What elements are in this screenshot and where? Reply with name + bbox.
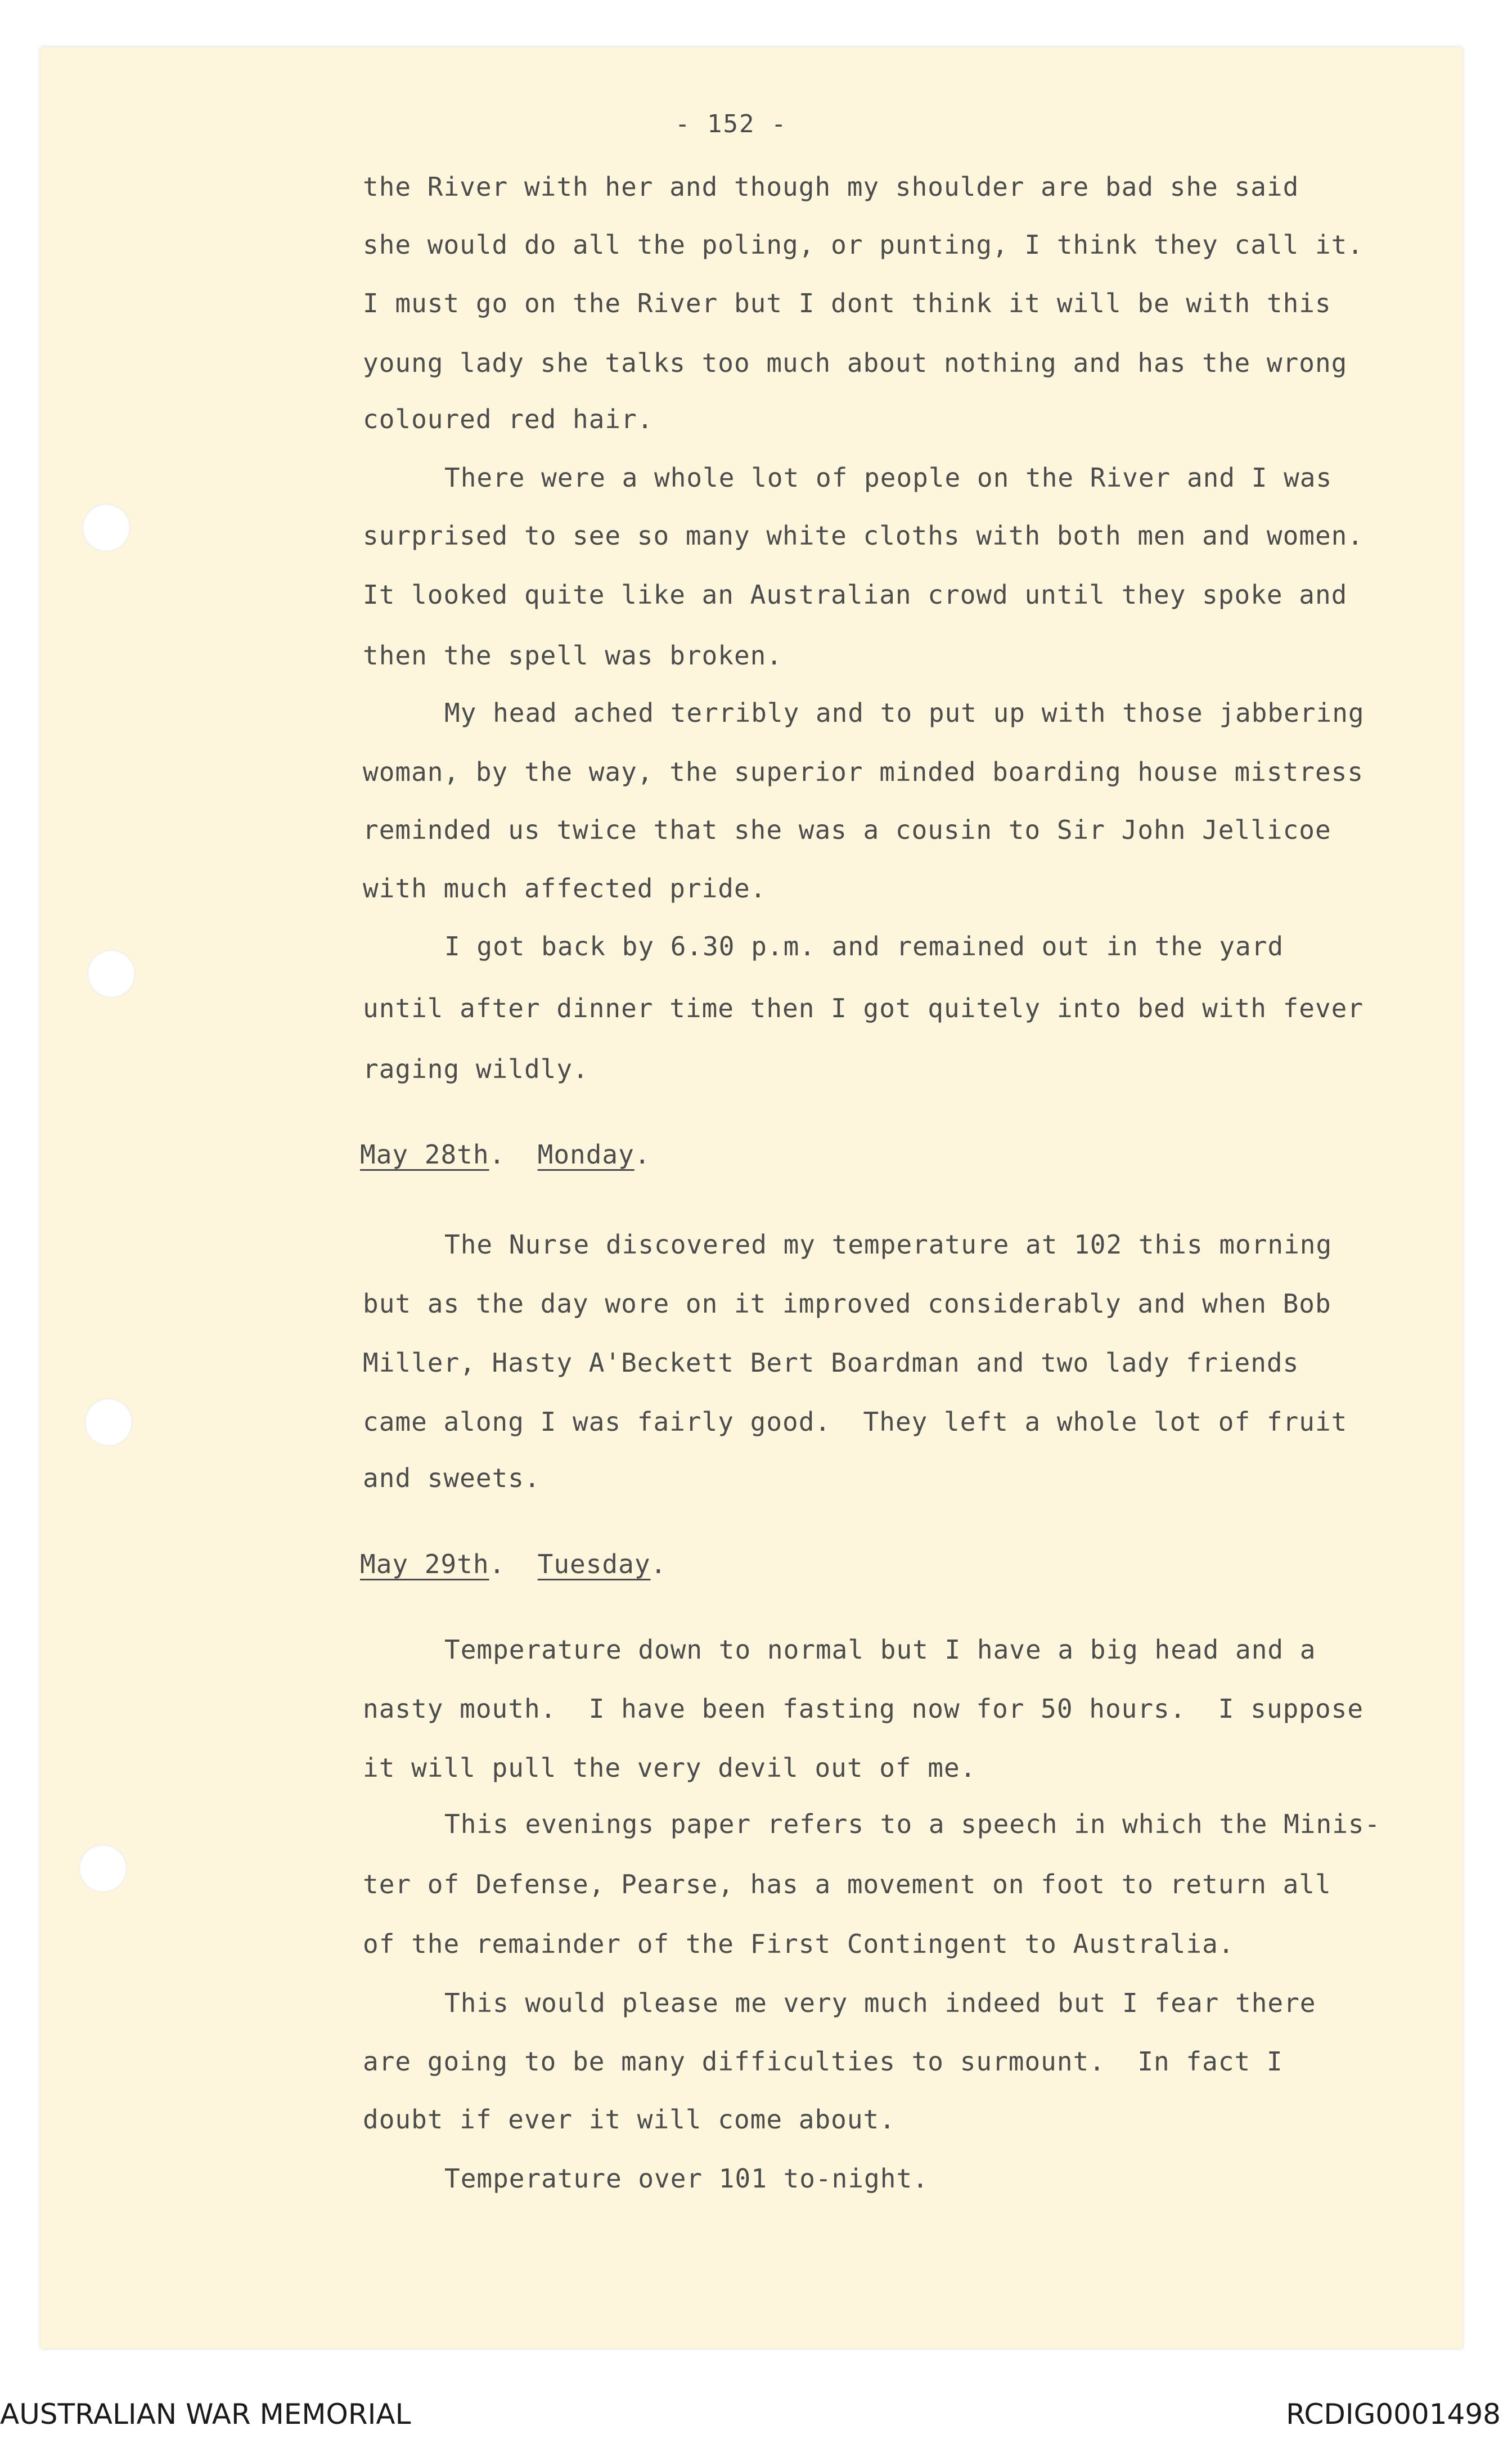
text-line: doubt if ever it will come about. bbox=[363, 2104, 896, 2135]
punch-hole bbox=[87, 950, 136, 998]
text-line: I must go on the River but I dont think it will be with this bbox=[363, 288, 1331, 318]
text-line: of the remainder of the First Contingent to Australia. bbox=[363, 1929, 1235, 1959]
text-line: until after dinner time then I got quitely into bed with fever bbox=[363, 993, 1364, 1023]
punch-hole bbox=[84, 1398, 133, 1447]
entry-heading: May 28th. Monday. bbox=[360, 1139, 651, 1170]
text-line: are going to be many difficulties to surmount. In fact I bbox=[363, 2046, 1283, 2077]
text-line: came along I was fairly good. They left a whole lot of fruit bbox=[363, 1407, 1348, 1437]
entry-day: Monday bbox=[537, 1139, 634, 1170]
archive-reference-id: RCDIG0001498 bbox=[1286, 2398, 1501, 2431]
text-line: but as the day wore on it improved considerably and when Bob bbox=[363, 1288, 1331, 1319]
text-line: she would do all the poling, or punting, I think they call it. bbox=[363, 230, 1364, 260]
entry-heading: May 29th. Tuesday. bbox=[360, 1549, 667, 1579]
text-line: raging wildly. bbox=[363, 1054, 589, 1084]
text-line: Temperature down to normal but I have a big head and a bbox=[444, 1634, 1316, 1665]
page-number: - 152 - bbox=[675, 110, 788, 138]
text-line: reminded us twice that she was a cousin to Sir John Jellicoe bbox=[363, 815, 1331, 845]
text-line: with much affected pride. bbox=[363, 873, 767, 904]
text-line: Temperature over 101 to-night. bbox=[444, 2163, 929, 2194]
punch-hole bbox=[79, 1844, 127, 1893]
text-line: ter of Defense, Pearse, has a movement on foot to return all bbox=[363, 1869, 1331, 1899]
text-line: Miller, Hasty A'Beckett Bert Boardman and two lady friends bbox=[363, 1347, 1299, 1378]
text-line: I got back by 6.30 p.m. and remained out in the yard bbox=[444, 931, 1284, 962]
punch-hole bbox=[82, 504, 130, 552]
text-line: the River with her and though my shoulder are bad she said bbox=[363, 172, 1299, 202]
text-line: surprised to see so many white cloths with both men and women. bbox=[363, 520, 1364, 551]
text-line: nasty mouth. I have been fasting now for 50 hours. I suppose bbox=[363, 1694, 1364, 1724]
text-line: it will pull the very devil out of me. bbox=[363, 1753, 976, 1783]
entry-date: May 29th bbox=[360, 1549, 489, 1579]
text-line: This evenings paper refers to a speech in which the Minis- bbox=[444, 1809, 1381, 1839]
text-line: woman, by the way, the superior minded boarding house mistress bbox=[363, 757, 1364, 787]
entry-date: May 28th bbox=[360, 1139, 489, 1170]
text-line: coloured red hair. bbox=[363, 404, 654, 434]
archive-source-label: AUSTRALIAN WAR MEMORIAL bbox=[0, 2398, 411, 2431]
text-line: My head ached terribly and to put up with those jabbering bbox=[444, 698, 1365, 728]
text-line: then the spell was broken. bbox=[363, 640, 783, 671]
text-line: There were a whole lot of people on the River and I was bbox=[444, 462, 1333, 493]
entry-day: Tuesday bbox=[537, 1549, 651, 1579]
text-line: This would please me very much indeed but I fear there bbox=[444, 1988, 1316, 2018]
text-line: and sweets. bbox=[363, 1463, 541, 1493]
text-line: It looked quite like an Australian crowd until they spoke and bbox=[363, 580, 1348, 610]
text-line: young lady she talks too much about nothing and has the wrong bbox=[363, 348, 1348, 378]
text-line: The Nurse discovered my temperature at 102 this morning bbox=[444, 1229, 1333, 1260]
